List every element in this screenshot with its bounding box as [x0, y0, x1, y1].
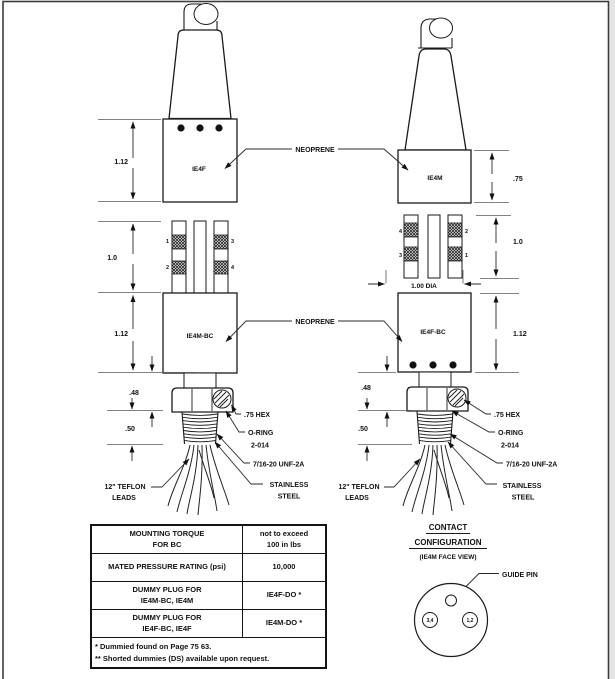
footnote-text: * Dummied found on Page 75 63. — [95, 642, 212, 651]
pin — [214, 221, 228, 293]
plug-label: IE4M — [427, 175, 443, 182]
steel-callout: STAINLESS — [502, 483, 542, 490]
footnote-text: ** Shorted dummies (DS) available upon request. — [95, 653, 270, 663]
table-label-text: FOR BC — [152, 539, 182, 549]
table-value-text: 10,000 — [272, 562, 296, 572]
pin-number: 3 — [398, 253, 402, 259]
thread-spec-callout: 7/16-20 UNF-2A — [506, 461, 558, 469]
steel-callout: STEEL — [511, 494, 535, 502]
neck — [419, 372, 451, 387]
pin-contact-band — [404, 223, 418, 237]
table-label-text: IE4F-BC, IE4F — [142, 623, 192, 633]
table-value-text: IE4F-DO * — [266, 590, 302, 600]
contact-configuration-diagram — [409, 523, 538, 657]
table-row — [92, 526, 325, 553]
dim-pin-length: 1.0 — [513, 239, 523, 246]
table-label-cell — [92, 610, 243, 637]
oring-size-callout: 2-014 — [501, 442, 519, 450]
cable-bend — [194, 4, 218, 25]
pin-number: 4 — [398, 229, 402, 235]
pin — [194, 221, 206, 293]
oring-callout: O-RING — [248, 430, 274, 437]
teflon-leads — [403, 445, 464, 515]
table-value-text: 100 in lbs — [266, 539, 302, 549]
thread-spec-callout: 7/16-20 UNF-2A — [253, 461, 305, 469]
dim-plug-height: .75 — [513, 176, 523, 183]
table-row — [92, 581, 325, 609]
leads-callout: LEADS — [345, 495, 369, 502]
table-label-cell — [92, 526, 243, 553]
table-row — [92, 553, 325, 581]
pin — [172, 221, 186, 293]
receptacle-label: IE4M-BC — [186, 333, 214, 340]
receptacle-label: IE4F-BC — [420, 329, 446, 336]
strain-relief-boot — [405, 49, 466, 150]
neoprene-callouts — [225, 147, 408, 342]
table-value-cell — [243, 554, 325, 581]
contact-numbers: 3,4 — [426, 618, 434, 624]
table-label-text: IE4M-BC, IE4M — [140, 595, 194, 605]
guide-pin-label: GUIDE PIN — [502, 572, 538, 579]
cable-bend — [430, 18, 453, 38]
hex-callout: .75 HEX — [494, 412, 521, 419]
table-value-cell — [243, 526, 325, 553]
neoprene-label: NEOPRENE — [295, 319, 335, 326]
left-connector-assembly — [98, 4, 237, 516]
pin-number: 4 — [231, 265, 235, 271]
pin-number: 1 — [465, 253, 469, 259]
pin-number: 2 — [465, 229, 469, 235]
plug-label: IE4F — [192, 166, 206, 173]
table-label-text: MATED PRESSURE RATING (psi) — [108, 562, 226, 572]
hex-callout: .75 HEX — [244, 412, 271, 419]
dim-thread-length: .50 — [358, 426, 368, 433]
steel-callout: STEEL — [277, 493, 301, 501]
strain-relief-boot — [169, 30, 231, 119]
table-label-text: DUMMY PLUG FOR — [132, 613, 202, 623]
table-footnotes — [92, 637, 325, 667]
dim-receptacle-height: 1.12 — [114, 331, 128, 338]
neck — [184, 373, 216, 388]
table-value-text: not to exceed — [259, 529, 309, 539]
table-value-text: IE4M-DO * — [265, 618, 303, 628]
dim-thread-length: .50 — [125, 426, 135, 433]
dim-plug-height: 1.12 — [114, 159, 128, 166]
pin-contact-band — [172, 235, 186, 249]
table-label-text: DUMMY PLUG FOR — [132, 585, 202, 595]
teflon-leads — [168, 445, 229, 515]
leads-callout: 12" TEFLON — [338, 484, 380, 491]
table-value-cell — [243, 610, 325, 637]
leads-callout: 12" TEFLON — [104, 484, 146, 491]
steel-callout: STAINLESS — [269, 482, 309, 489]
table-label-cell — [92, 582, 243, 609]
pin-number: 3 — [231, 239, 235, 245]
pin-number: 2 — [165, 265, 169, 271]
right-connector-assembly — [358, 18, 527, 515]
dim-receptacle-height: 1.12 — [513, 331, 527, 338]
pin — [428, 215, 440, 278]
oring-size-callout: 2-014 — [251, 442, 269, 450]
oring-callout: O-RING — [498, 430, 524, 437]
neoprene-label: NEOPRENE — [295, 147, 335, 154]
dim-hex-height: .48 — [361, 385, 371, 392]
dim-pin-length: 1.0 — [107, 255, 117, 262]
contact-config-title: CONTACT — [428, 523, 468, 532]
table-label-text: MOUNTING TORQUE — [129, 529, 205, 539]
face-view-subtitle: (IE4M FACE VIEW) — [419, 554, 477, 561]
pin-number: 1 — [165, 239, 169, 245]
leads-callout: LEADS — [112, 495, 136, 502]
contact-config-title: CONFIGURATION — [414, 538, 482, 547]
spec-table — [90, 524, 327, 669]
contact-numbers: 1,2 — [466, 618, 474, 624]
page-margin-right — [610, 0, 615, 679]
table-row — [92, 609, 325, 637]
guide-pin — [446, 595, 457, 606]
dim-hex-height: .48 — [129, 390, 139, 397]
table-label-cell — [92, 554, 243, 581]
table-value-cell — [243, 582, 325, 609]
dim-diameter: 1.00 DIA — [411, 283, 437, 290]
